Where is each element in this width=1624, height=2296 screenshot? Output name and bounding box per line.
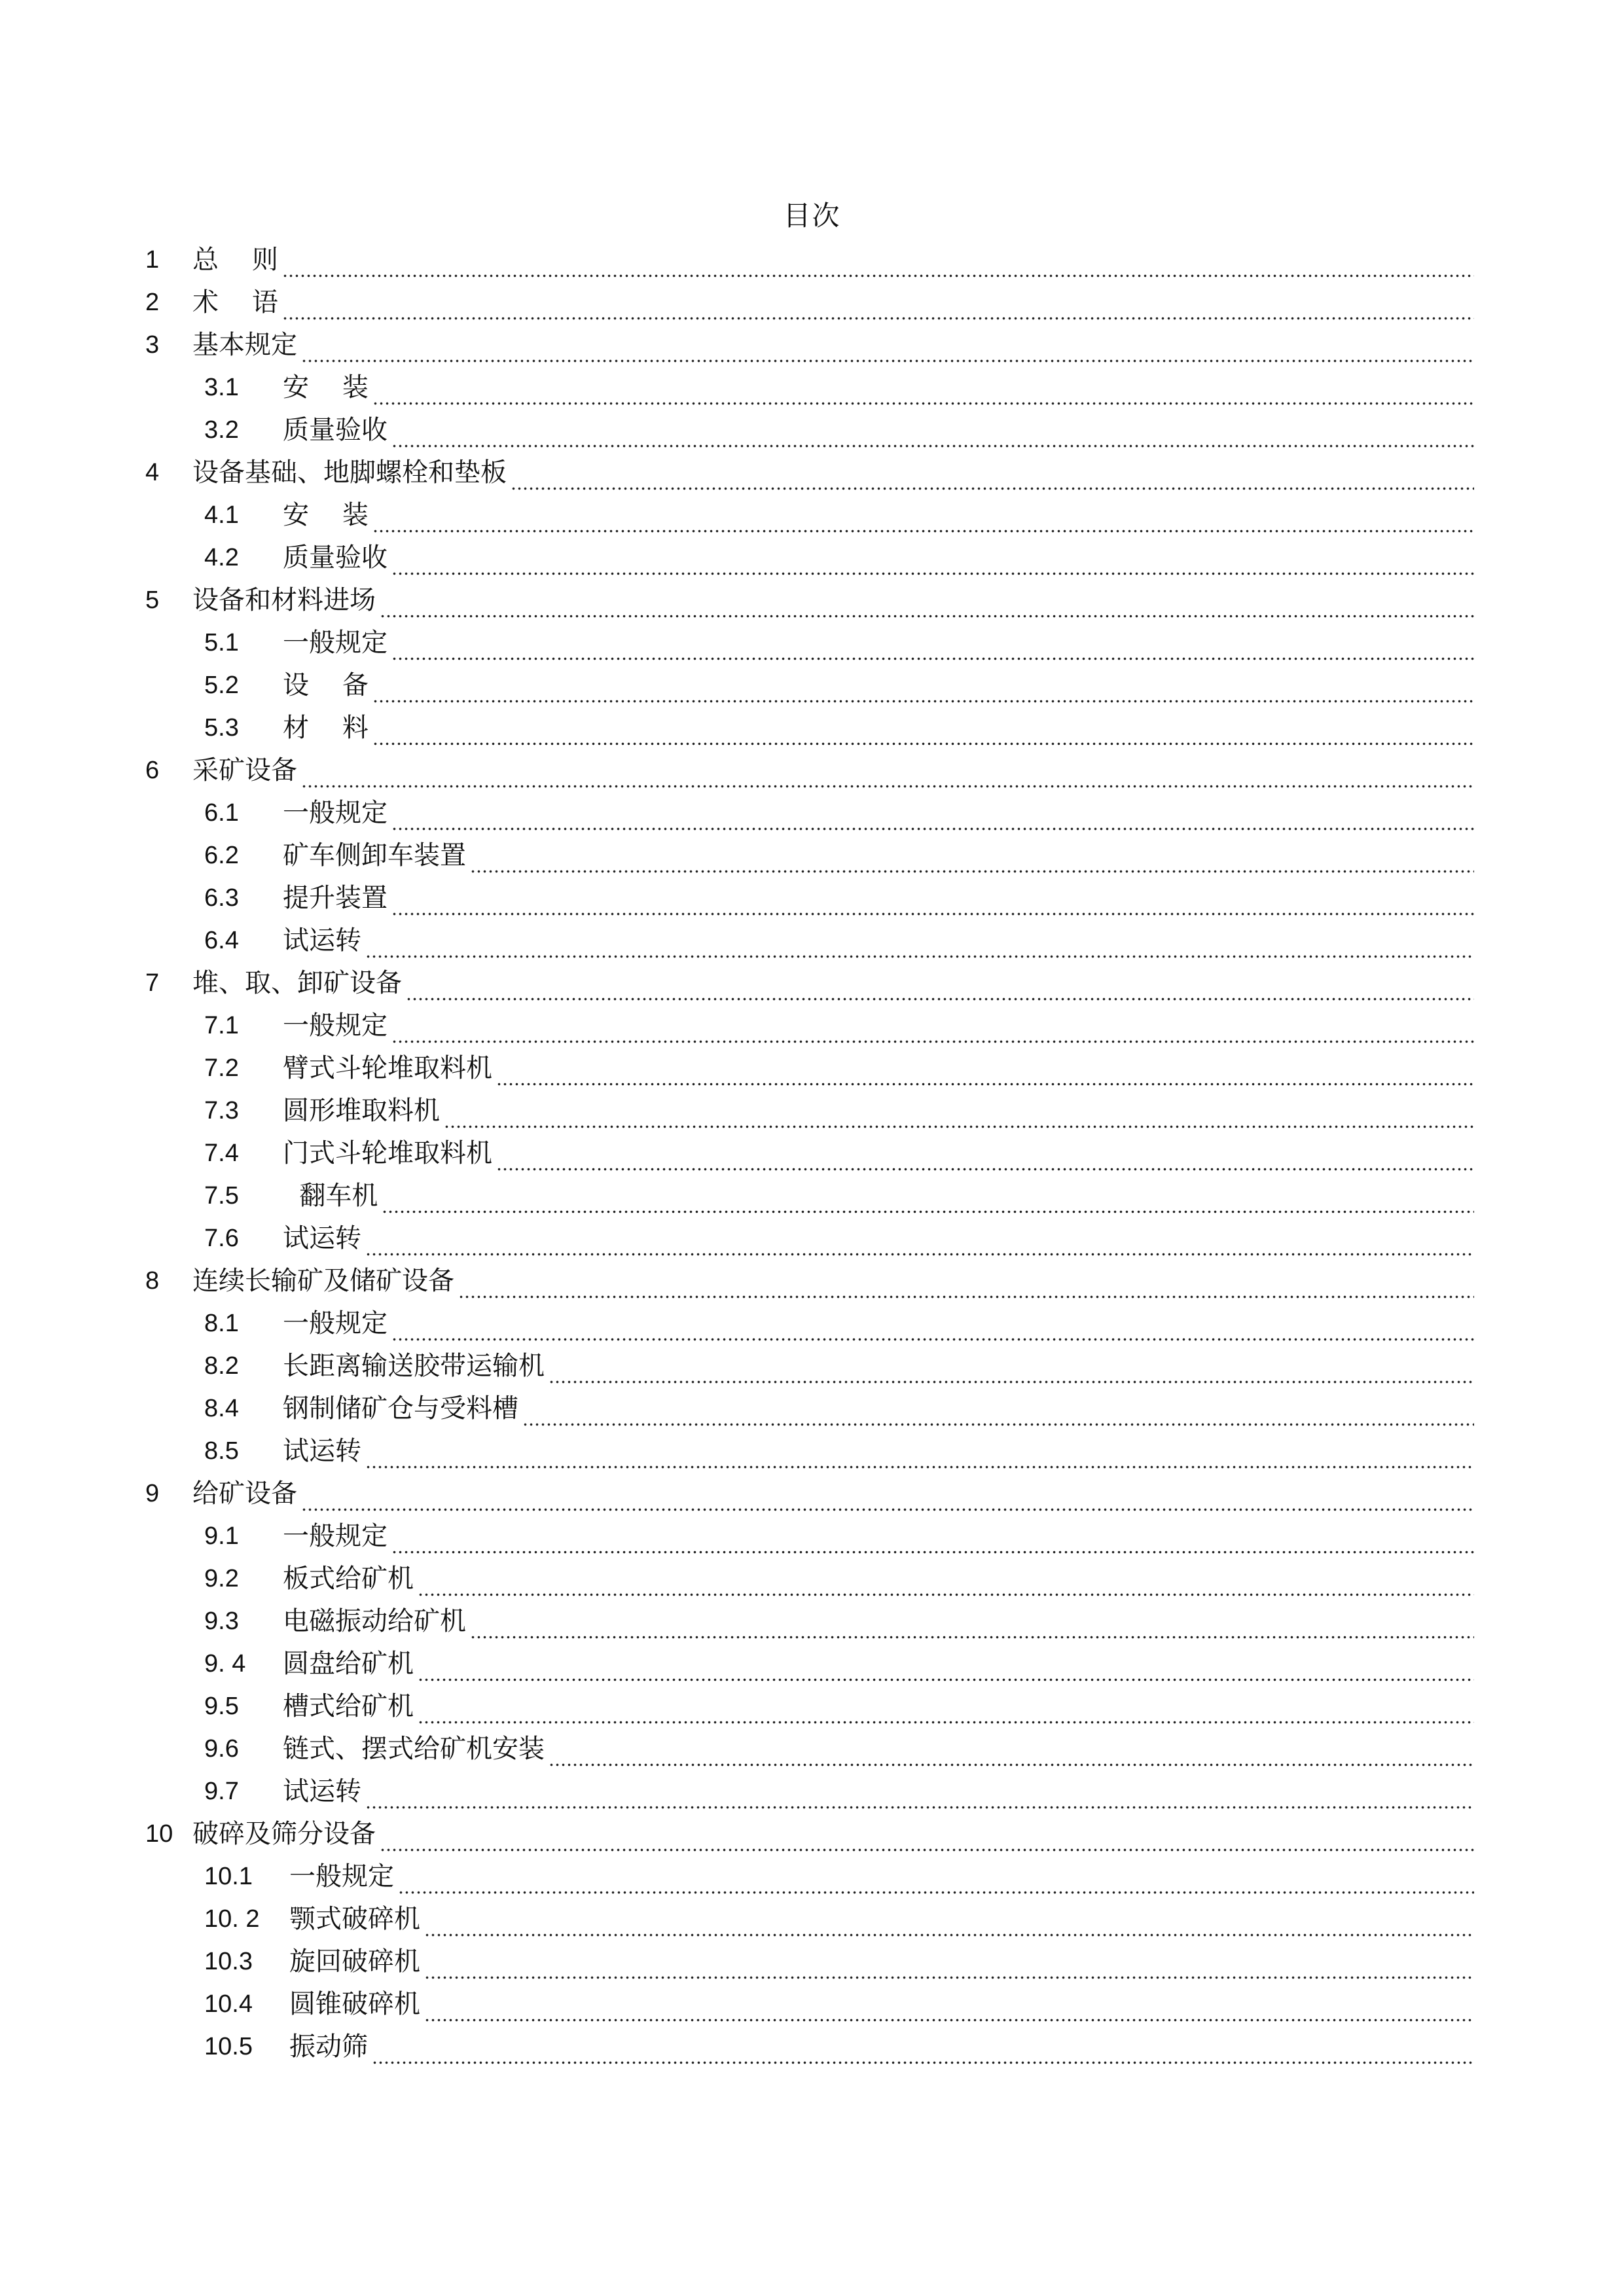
toc-entry-number: 7	[145, 969, 160, 997]
toc-entry-number: 9.1	[204, 1522, 239, 1550]
toc-entry-number: 6.1	[204, 799, 239, 827]
toc-entry-number: 8.2	[204, 1352, 239, 1380]
toc-entry-label: 质量验收	[283, 415, 388, 445]
toc-title: 目次	[783, 200, 841, 232]
toc-entry-label: 试运转	[283, 1776, 361, 1806]
toc-entry[interactable]	[145, 1132, 1474, 1175]
toc-entry[interactable]	[145, 1047, 1474, 1090]
toc-entry-label: 试运转	[283, 1436, 361, 1466]
toc-entry-label: 安 装	[283, 500, 369, 530]
toc-entry[interactable]	[145, 1558, 1474, 1600]
toc-entry[interactable]	[145, 1302, 1474, 1345]
toc-dot-leader	[391, 1316, 1474, 1342]
toc-entry-number: 9.3	[204, 1607, 239, 1635]
toc-entry[interactable]	[145, 1388, 1474, 1430]
toc-dot-leader	[282, 252, 1474, 278]
toc-entry-number: 10.3	[204, 1948, 253, 1975]
toc-dot-leader	[382, 1188, 1474, 1214]
toc-entry-label: 门式斗轮堆取料机	[283, 1138, 492, 1168]
toc-dot-leader	[522, 1401, 1474, 1427]
toc-entry-label: 链式、摆式给矿机安装	[283, 1734, 545, 1764]
toc-entry[interactable]	[145, 1941, 1474, 1983]
toc-dot-leader	[372, 380, 1474, 406]
toc-entry[interactable]	[145, 920, 1474, 962]
toc-entry-label: 臂式斗轮堆取料机	[283, 1053, 492, 1083]
toc-entry[interactable]	[145, 1005, 1474, 1047]
toc-entry-number: 7.4	[204, 1139, 239, 1167]
toc-dot-leader	[418, 1698, 1474, 1725]
toc-entry-label: 矿车侧卸车装置	[283, 840, 466, 870]
toc-entry[interactable]	[145, 707, 1474, 749]
toc-entry-label: 钢制储矿仓与受料槽	[283, 1393, 518, 1424]
toc-entry[interactable]	[145, 324, 1474, 367]
toc-entry-label: 提升装置	[283, 883, 388, 913]
toc-entry[interactable]	[145, 409, 1474, 452]
toc-entry[interactable]	[145, 367, 1474, 409]
toc-entry-number: 9. 4	[204, 1650, 246, 1677]
toc-entry-label: 电磁振动给矿机	[283, 1606, 466, 1636]
toc-entry-label: 堆、取、卸矿设备	[192, 968, 402, 998]
toc-dot-leader	[372, 507, 1474, 533]
toc-entry-label: 振动筛	[289, 2032, 368, 2062]
toc-entry-number: 8.4	[204, 1395, 239, 1422]
toc-dot-leader	[391, 1528, 1474, 1554]
toc-dot-leader	[391, 890, 1474, 916]
toc-entry-number: 9.6	[204, 1735, 239, 1763]
toc-entry-number: 9.5	[204, 1693, 239, 1720]
toc-entry[interactable]	[145, 1728, 1474, 1770]
toc-dot-leader	[418, 1571, 1474, 1597]
toc-dot-leader	[372, 2039, 1474, 2065]
toc-entry-number: 7.6	[204, 1225, 239, 1252]
toc-dot-leader	[380, 592, 1474, 619]
toc-entry-number: 5.2	[204, 672, 239, 699]
toc-entry-number: 8.1	[204, 1310, 239, 1337]
toc-entry-number: 8	[145, 1267, 160, 1295]
toc-entry-number: 10.4	[204, 1990, 253, 2018]
toc-entry-label: 旋回破碎机	[289, 1946, 420, 1977]
toc-entry-number: 4.1	[204, 501, 239, 529]
toc-dot-leader	[365, 933, 1474, 959]
toc-dot-leader	[301, 762, 1474, 789]
toc-entry-label: 材 料	[283, 713, 369, 743]
toc-entry-label: 术 语	[192, 287, 278, 317]
toc-entry[interactable]	[145, 962, 1474, 1005]
toc-entry-label: 颚式破碎机	[289, 1904, 420, 1934]
toc-entry[interactable]	[145, 1090, 1474, 1132]
toc-entry-label: 基本规定	[192, 330, 297, 360]
toc-entry-label: 一般规定	[283, 1011, 388, 1041]
toc-entry-number: 5.1	[204, 629, 239, 656]
toc-dot-leader	[496, 1060, 1474, 1086]
toc-dot-leader	[372, 677, 1474, 704]
toc-entry[interactable]	[145, 664, 1474, 707]
toc-dot-leader	[406, 975, 1474, 1001]
toc-entry-label: 试运转	[283, 925, 361, 956]
toc-entry-number: 6.3	[204, 884, 239, 912]
toc-entry-label: 质量验收	[283, 543, 388, 573]
toc-entry[interactable]	[145, 749, 1474, 792]
toc-entry-label: 一般规定	[283, 1521, 388, 1551]
toc-entry-number: 3.1	[204, 374, 239, 401]
toc-entry-number: 6.2	[204, 842, 239, 869]
toc-list	[145, 239, 1474, 2068]
toc-entry[interactable]	[145, 1983, 1474, 2026]
toc-dot-leader	[365, 1443, 1474, 1469]
toc-dot-leader	[301, 1486, 1474, 1512]
toc-entry[interactable]	[145, 1770, 1474, 1813]
toc-entry-number: 3.2	[204, 416, 239, 444]
toc-dot-leader	[424, 1954, 1474, 1980]
toc-dot-leader	[458, 1273, 1474, 1299]
toc-entry-number: 6	[145, 757, 160, 784]
toc-entry-number: 2	[145, 289, 160, 316]
toc-entry-label: 给矿设备	[192, 1479, 297, 1509]
toc-dot-leader	[282, 295, 1474, 321]
toc-dot-leader	[424, 1996, 1474, 2022]
toc-entry-number: 6.4	[204, 927, 239, 954]
toc-entry-label: 一般规定	[283, 798, 388, 828]
toc-entry[interactable]	[145, 494, 1474, 537]
toc-entry-number: 1	[145, 246, 160, 274]
toc-dot-leader	[549, 1741, 1474, 1767]
toc-dot-leader	[470, 848, 1474, 874]
toc-entry-number: 10. 2	[204, 1905, 260, 1933]
toc-entry[interactable]	[145, 537, 1474, 579]
toc-entry-number: 10.1	[204, 1863, 253, 1890]
toc-entry[interactable]	[145, 1813, 1474, 1856]
toc-dot-leader	[470, 1613, 1474, 1640]
toc-entry[interactable]	[145, 622, 1474, 664]
toc-entry-number: 9.7	[204, 1778, 239, 1805]
toc-entry-number: 7.1	[204, 1012, 239, 1039]
toc-entry-label: 总 则	[192, 245, 278, 275]
toc-entry-label: 翻车机	[283, 1181, 378, 1211]
toc-entry-number: 10.5	[204, 2033, 253, 2060]
toc-entry[interactable]	[145, 1856, 1474, 1898]
toc-entry[interactable]	[145, 579, 1474, 622]
toc-dot-leader	[391, 1018, 1474, 1044]
toc-dot-leader	[380, 1826, 1474, 1852]
toc-dot-leader	[398, 1869, 1474, 1895]
toc-entry-number: 9	[145, 1480, 160, 1507]
toc-entry-number: 7.5	[204, 1182, 239, 1210]
toc-entry-label: 槽式给矿机	[283, 1691, 414, 1721]
toc-entry-label: 一般规定	[283, 1308, 388, 1338]
toc-entry[interactable]	[145, 1217, 1474, 1260]
toc-dot-leader	[444, 1103, 1474, 1129]
toc-entry-label: 长距离输送胶带运输机	[283, 1351, 545, 1381]
toc-entry-label: 圆锥破碎机	[289, 1989, 420, 2019]
toc-entry-label: 采矿设备	[192, 755, 297, 785]
toc-entry-label: 圆盘给矿机	[283, 1649, 414, 1679]
toc-entry-number: 7.3	[204, 1097, 239, 1124]
toc-dot-leader	[365, 1784, 1474, 1810]
toc-dot-leader	[365, 1230, 1474, 1257]
toc-entry[interactable]	[145, 834, 1474, 877]
toc-dot-leader	[418, 1656, 1474, 1682]
toc-entry-label: 破碎及筛分设备	[192, 1819, 376, 1849]
toc-entry-label: 设备基础、地脚螺栓和垫板	[192, 457, 507, 488]
toc-entry-number: 8.5	[204, 1437, 239, 1465]
toc-entry[interactable]	[145, 1600, 1474, 1643]
toc-dot-leader	[391, 422, 1474, 448]
toc-entry[interactable]	[145, 792, 1474, 834]
toc-dot-leader	[549, 1358, 1474, 1384]
toc-entry[interactable]	[145, 239, 1474, 281]
toc-entry[interactable]	[145, 1898, 1474, 1941]
toc-entry-number: 7.2	[204, 1054, 239, 1082]
toc-entry-number: 5.3	[204, 714, 239, 742]
toc-dot-leader	[372, 720, 1474, 746]
toc-dot-leader	[301, 337, 1474, 363]
toc-dot-leader	[391, 550, 1474, 576]
toc-entry-number: 10	[145, 1820, 173, 1848]
toc-entry[interactable]	[145, 1473, 1474, 1515]
toc-entry-number: 3	[145, 331, 160, 359]
toc-entry-label: 安 装	[283, 372, 369, 403]
toc-dot-leader	[511, 465, 1474, 491]
toc-entry[interactable]	[145, 2026, 1474, 2068]
toc-entry[interactable]	[145, 452, 1474, 494]
toc-entry-label: 设 备	[283, 670, 369, 700]
toc-entry[interactable]	[145, 1260, 1474, 1302]
toc-entry[interactable]	[145, 281, 1474, 324]
toc-entry-number: 4.2	[204, 544, 239, 571]
toc-dot-leader	[391, 635, 1474, 661]
toc-dot-leader	[391, 805, 1474, 831]
toc-entry-label: 设备和材料进场	[192, 585, 376, 615]
toc-entry-label: 一般规定	[283, 628, 388, 658]
toc-entry-label: 圆形堆取料机	[283, 1096, 440, 1126]
toc-entry-number: 4	[145, 459, 160, 486]
toc-entry[interactable]	[145, 1430, 1474, 1473]
toc-entry[interactable]	[145, 1515, 1474, 1558]
toc-dot-leader	[496, 1145, 1474, 1172]
toc-entry[interactable]	[145, 1643, 1474, 1685]
toc-entry[interactable]	[145, 1175, 1474, 1217]
toc-entry[interactable]	[145, 877, 1474, 920]
toc-entry-label: 板式给矿机	[283, 1564, 414, 1594]
toc-entry-number: 5	[145, 586, 160, 614]
toc-entry-label: 一般规定	[289, 1861, 394, 1892]
toc-entry-label: 试运转	[283, 1223, 361, 1253]
toc-entry[interactable]	[145, 1345, 1474, 1388]
toc-entry-label: 连续长输矿及储矿设备	[192, 1266, 454, 1296]
toc-dot-leader	[424, 1911, 1474, 1937]
toc-entry[interactable]	[145, 1685, 1474, 1728]
toc-entry-number: 9.2	[204, 1565, 239, 1592]
